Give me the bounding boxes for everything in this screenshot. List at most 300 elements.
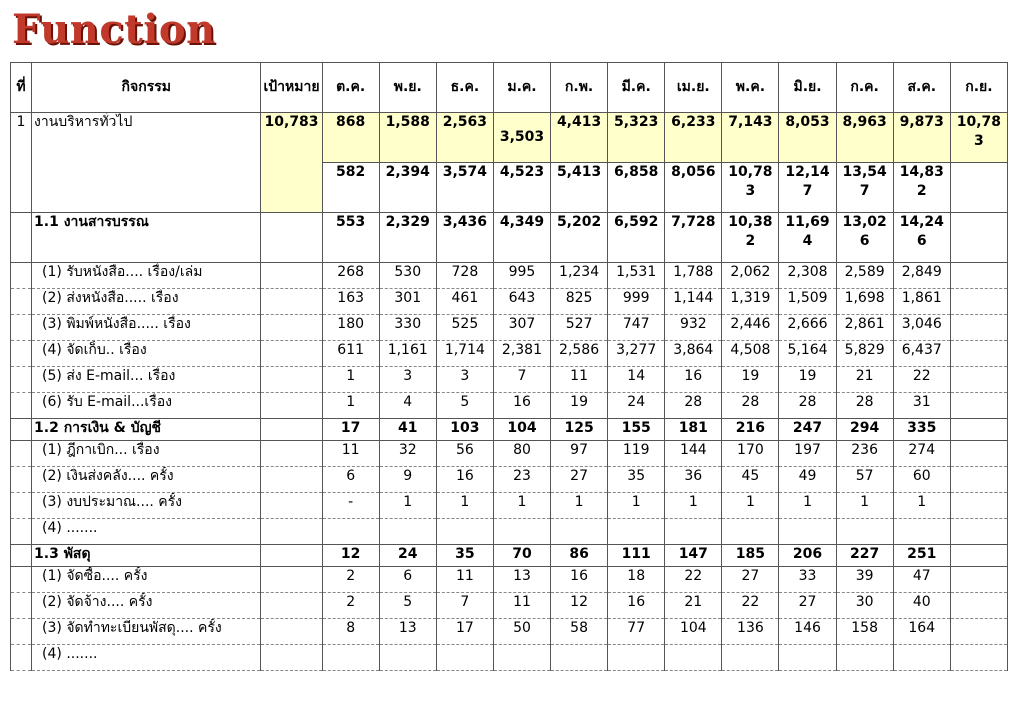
month-value	[551, 519, 608, 545]
table-row	[11, 263, 1008, 289]
activity-label: (6) รับ E-mail...เรื่อง	[32, 393, 261, 419]
month-value	[779, 519, 836, 545]
month-value	[551, 645, 608, 671]
table-row	[11, 593, 1008, 619]
month-value: 251	[893, 545, 950, 567]
month-value	[665, 519, 722, 545]
month-value: 236	[836, 441, 893, 467]
target-value	[261, 545, 322, 567]
target-value	[261, 367, 322, 393]
row-number	[11, 467, 32, 493]
month-value: 19	[722, 367, 779, 393]
activity-label: (2) เงินส่งคลัง.... ครั้ง	[32, 467, 261, 493]
month-value: 24	[608, 393, 665, 419]
target-value	[261, 341, 322, 367]
month-value	[950, 393, 1007, 419]
month-value: 7	[493, 367, 550, 393]
month-value: 268	[322, 263, 379, 289]
col-header-month: ส.ค.	[893, 63, 950, 113]
month-value: 7,728	[665, 213, 722, 263]
month-value: 104	[493, 419, 550, 441]
col-header-month: มิ.ย.	[779, 63, 836, 113]
month-value: 17	[436, 619, 493, 645]
month-value: 32	[379, 441, 436, 467]
plan-row	[11, 113, 1008, 163]
month-value: 5,829	[836, 341, 893, 367]
activity-label: 1.2 การเงิน & บัญชี	[32, 419, 261, 441]
month-value: 2	[322, 593, 379, 619]
month-value: 185	[722, 545, 779, 567]
month-value	[322, 519, 379, 545]
month-value: 119	[608, 441, 665, 467]
month-value: 1,319	[722, 289, 779, 315]
col-header-target: เป้าหมาย	[261, 63, 322, 113]
row-number	[11, 645, 32, 671]
month-value	[950, 493, 1007, 519]
month-value: 14,246	[893, 213, 950, 263]
month-value: 50	[493, 619, 550, 645]
month-value: 47	[893, 567, 950, 593]
activity-label: งานบริหารทั่วไป	[32, 113, 261, 213]
table-row	[11, 289, 1008, 315]
col-header-month: ก.ค.	[836, 63, 893, 113]
month-value	[950, 567, 1007, 593]
month-value: 31	[893, 393, 950, 419]
month-value: 461	[436, 289, 493, 315]
month-value: 2,589	[836, 263, 893, 289]
actual-value: 4,523	[493, 163, 550, 213]
month-value: 11	[436, 567, 493, 593]
actual-value: 12,147	[779, 163, 836, 213]
month-value: 10,382	[722, 213, 779, 263]
month-value: 17	[322, 419, 379, 441]
month-value: 4,349	[493, 213, 550, 263]
month-value: 999	[608, 289, 665, 315]
col-header-month: มี.ค.	[608, 63, 665, 113]
month-value: 227	[836, 545, 893, 567]
month-value: 2,849	[893, 263, 950, 289]
month-value	[950, 519, 1007, 545]
month-value	[950, 645, 1007, 671]
month-value: 28	[779, 393, 836, 419]
month-value	[722, 645, 779, 671]
activity-label: (3) จัดทำทะเบียนพัสดุ.... ครั้ง	[32, 619, 261, 645]
month-value	[379, 519, 436, 545]
month-value: 28	[836, 393, 893, 419]
month-value: 12	[322, 545, 379, 567]
month-value: 27	[551, 467, 608, 493]
month-value: 24	[379, 545, 436, 567]
month-value: 1	[493, 493, 550, 519]
month-value: 1,531	[608, 263, 665, 289]
activity-label: (1) รับหนังสือ.... เรื่อง/เล่ม	[32, 263, 261, 289]
plan-value: 2,563	[436, 113, 493, 163]
month-value: 56	[436, 441, 493, 467]
month-value: 1	[608, 493, 665, 519]
activity-label: (1) จัดซื้อ.... ครั้ง	[32, 567, 261, 593]
month-value: 21	[836, 367, 893, 393]
month-value	[950, 619, 1007, 645]
col-header-month: ธ.ค.	[436, 63, 493, 113]
month-value: 35	[608, 467, 665, 493]
target-value	[261, 393, 322, 419]
month-value: 6	[379, 567, 436, 593]
table-row	[11, 519, 1008, 545]
plan-value: 9,873	[893, 113, 950, 163]
month-value: 181	[665, 419, 722, 441]
table-row	[11, 419, 1008, 441]
target-value	[261, 493, 322, 519]
month-value: 22	[893, 367, 950, 393]
month-value: 1,698	[836, 289, 893, 315]
month-value: 155	[608, 419, 665, 441]
table-row	[11, 567, 1008, 593]
month-value: 30	[836, 593, 893, 619]
month-value: 144	[665, 441, 722, 467]
table-row	[11, 645, 1008, 671]
actual-value: 8,056	[665, 163, 722, 213]
row-number	[11, 519, 32, 545]
plan-value: 8,053	[779, 113, 836, 163]
month-value: 3,046	[893, 315, 950, 341]
target-value	[261, 441, 322, 467]
activity-label: (4) .......	[32, 519, 261, 545]
row-number	[11, 567, 32, 593]
month-value: 45	[722, 467, 779, 493]
month-value: 28	[665, 393, 722, 419]
actual-value: 6,858	[608, 163, 665, 213]
month-value: 111	[608, 545, 665, 567]
month-value: 13	[493, 567, 550, 593]
actual-value: 3,574	[436, 163, 493, 213]
month-value: 11	[322, 441, 379, 467]
month-value	[950, 289, 1007, 315]
table-row	[11, 213, 1008, 263]
month-value: 3,277	[608, 341, 665, 367]
month-value: 216	[722, 419, 779, 441]
month-value: 206	[779, 545, 836, 567]
month-value	[379, 645, 436, 671]
month-value: 12	[551, 593, 608, 619]
month-value: 527	[551, 315, 608, 341]
month-value: 11	[493, 593, 550, 619]
month-value: 1	[836, 493, 893, 519]
month-value: 136	[722, 619, 779, 645]
month-value	[893, 645, 950, 671]
month-value: 2,381	[493, 341, 550, 367]
month-value: 40	[893, 593, 950, 619]
plan-value: 3,503	[493, 113, 550, 163]
month-value: 995	[493, 263, 550, 289]
month-value: 1,234	[551, 263, 608, 289]
month-value: 57	[836, 467, 893, 493]
month-value: 643	[493, 289, 550, 315]
activity-label: (2) จัดจ้าง.... ครั้ง	[32, 593, 261, 619]
col-header-month: ต.ค.	[322, 63, 379, 113]
activity-label: (1) ฎีกาเบิก... เรื่อง	[32, 441, 261, 467]
plan-value: 4,413	[551, 113, 608, 163]
col-header-month: พ.ย.	[379, 63, 436, 113]
month-value: 97	[551, 441, 608, 467]
month-value	[493, 519, 550, 545]
month-value: 1,161	[379, 341, 436, 367]
target-value	[261, 619, 322, 645]
activity-label: 1.3 พัสดุ	[32, 545, 261, 567]
row-number	[11, 419, 32, 441]
month-value	[950, 545, 1007, 567]
month-value: 825	[551, 289, 608, 315]
plan-value: 10,783	[950, 113, 1007, 163]
month-value: 1	[551, 493, 608, 519]
col-header-activity: กิจกรรม	[32, 63, 261, 113]
row-number	[11, 545, 32, 567]
target-value	[261, 315, 322, 341]
target-value	[261, 289, 322, 315]
month-value: 932	[665, 315, 722, 341]
month-value: 728	[436, 263, 493, 289]
month-value: 307	[493, 315, 550, 341]
month-value: 301	[379, 289, 436, 315]
plan-value: 8,963	[836, 113, 893, 163]
month-value	[665, 645, 722, 671]
table-row	[11, 367, 1008, 393]
actual-value: 2,394	[379, 163, 436, 213]
month-value: 553	[322, 213, 379, 263]
actual-value: 13,547	[836, 163, 893, 213]
target-value	[261, 645, 322, 671]
month-value: 197	[779, 441, 836, 467]
month-value: 1	[322, 393, 379, 419]
month-value: 16	[665, 367, 722, 393]
month-value: 103	[436, 419, 493, 441]
month-value: 11,694	[779, 213, 836, 263]
actual-value: 582	[322, 163, 379, 213]
month-value	[950, 315, 1007, 341]
month-value: 58	[551, 619, 608, 645]
target-value	[261, 567, 322, 593]
month-value: 16	[436, 467, 493, 493]
month-value: 1	[379, 493, 436, 519]
activity-table	[10, 62, 1008, 671]
month-value: 2,329	[379, 213, 436, 263]
month-value: 2,308	[779, 263, 836, 289]
month-value: 27	[722, 567, 779, 593]
month-value: 86	[551, 545, 608, 567]
row-number	[11, 341, 32, 367]
month-value	[608, 519, 665, 545]
month-value: 11	[551, 367, 608, 393]
month-value: 274	[893, 441, 950, 467]
activity-label: (2) ส่งหนังสือ..... เรื่อง	[32, 289, 261, 315]
month-value: 294	[836, 419, 893, 441]
month-value: 8	[322, 619, 379, 645]
actual-value	[950, 163, 1007, 213]
col-header-month: พ.ค.	[722, 63, 779, 113]
month-value: 5,164	[779, 341, 836, 367]
month-value: 33	[779, 567, 836, 593]
month-value: 19	[779, 367, 836, 393]
month-value: 1,788	[665, 263, 722, 289]
month-value: 80	[493, 441, 550, 467]
month-value	[322, 645, 379, 671]
col-header-month: ก.ย.	[950, 63, 1007, 113]
month-value: 41	[379, 419, 436, 441]
month-value: 35	[436, 545, 493, 567]
target-value: 10,783	[261, 113, 322, 213]
actual-value: 14,832	[893, 163, 950, 213]
plan-value: 868	[322, 113, 379, 163]
month-value: 163	[322, 289, 379, 315]
month-value: 27	[779, 593, 836, 619]
target-value	[261, 593, 322, 619]
month-value: 335	[893, 419, 950, 441]
month-value: 525	[436, 315, 493, 341]
table-row	[11, 441, 1008, 467]
activity-label: (4) .......	[32, 645, 261, 671]
month-value: 1	[436, 493, 493, 519]
month-value: 164	[893, 619, 950, 645]
col-header-no: ที่	[11, 63, 32, 113]
month-value: 6	[322, 467, 379, 493]
month-value: 19	[551, 393, 608, 419]
row-number	[11, 393, 32, 419]
month-value: 16	[551, 567, 608, 593]
actual-value: 5,413	[551, 163, 608, 213]
table-row	[11, 619, 1008, 645]
month-value: 49	[779, 467, 836, 493]
table-row	[11, 467, 1008, 493]
month-value	[950, 419, 1007, 441]
row-number	[11, 263, 32, 289]
month-value: 611	[322, 341, 379, 367]
target-value	[261, 263, 322, 289]
month-value: 13	[379, 619, 436, 645]
target-value	[261, 519, 322, 545]
month-value: 22	[665, 567, 722, 593]
month-value: 158	[836, 619, 893, 645]
month-value: 1	[722, 493, 779, 519]
activity-label: 1.1 งานสารบรรณ	[32, 213, 261, 263]
month-value: 147	[665, 545, 722, 567]
month-value	[722, 519, 779, 545]
month-value: 3,864	[665, 341, 722, 367]
table-row	[11, 393, 1008, 419]
month-value	[836, 519, 893, 545]
month-value: 7	[436, 593, 493, 619]
month-value	[436, 645, 493, 671]
month-value	[950, 263, 1007, 289]
month-value: 1,714	[436, 341, 493, 367]
month-value: 70	[493, 545, 550, 567]
month-value	[893, 519, 950, 545]
month-value: 6,592	[608, 213, 665, 263]
month-value	[950, 341, 1007, 367]
month-value: 247	[779, 419, 836, 441]
month-value: 36	[665, 467, 722, 493]
month-value: 14	[608, 367, 665, 393]
month-value: 4	[379, 393, 436, 419]
month-value	[436, 519, 493, 545]
activity-label: (5) ส่ง E-mail... เรื่อง	[32, 367, 261, 393]
month-value: 6,437	[893, 341, 950, 367]
month-value: 1,509	[779, 289, 836, 315]
row-number: 1	[11, 113, 32, 213]
month-value: 180	[322, 315, 379, 341]
table-row	[11, 493, 1008, 519]
month-value: 5	[379, 593, 436, 619]
month-value: -	[322, 493, 379, 519]
target-value	[261, 213, 322, 263]
month-value: 2,062	[722, 263, 779, 289]
month-value: 1	[893, 493, 950, 519]
month-value: 146	[779, 619, 836, 645]
month-value: 2	[322, 567, 379, 593]
month-value	[950, 367, 1007, 393]
month-value: 3,436	[436, 213, 493, 263]
month-value: 39	[836, 567, 893, 593]
month-value: 3	[379, 367, 436, 393]
month-value: 2,446	[722, 315, 779, 341]
month-value: 1	[779, 493, 836, 519]
plan-value: 1,588	[379, 113, 436, 163]
month-value	[779, 645, 836, 671]
row-number	[11, 213, 32, 263]
month-value: 2,861	[836, 315, 893, 341]
month-value: 60	[893, 467, 950, 493]
activity-label: (4) จัดเก็บ.. เรื่อง	[32, 341, 261, 367]
month-value: 1	[665, 493, 722, 519]
month-value: 2,586	[551, 341, 608, 367]
month-value: 5,202	[551, 213, 608, 263]
month-value: 4,508	[722, 341, 779, 367]
month-value: 77	[608, 619, 665, 645]
month-value: 747	[608, 315, 665, 341]
month-value: 9	[379, 467, 436, 493]
month-value: 1	[322, 367, 379, 393]
month-value: 1,861	[893, 289, 950, 315]
month-value	[950, 593, 1007, 619]
page-title: Function	[12, 6, 216, 53]
month-value: 18	[608, 567, 665, 593]
col-header-month: ก.พ.	[551, 63, 608, 113]
month-value: 2,666	[779, 315, 836, 341]
month-value	[950, 467, 1007, 493]
row-number	[11, 619, 32, 645]
month-value	[493, 645, 550, 671]
month-value: 28	[722, 393, 779, 419]
plan-value: 5,323	[608, 113, 665, 163]
month-value	[950, 441, 1007, 467]
plan-value: 6,233	[665, 113, 722, 163]
month-value: 530	[379, 263, 436, 289]
month-value: 16	[608, 593, 665, 619]
month-value: 104	[665, 619, 722, 645]
row-number	[11, 493, 32, 519]
month-value	[836, 645, 893, 671]
plan-value: 7,143	[722, 113, 779, 163]
row-number	[11, 441, 32, 467]
target-value	[261, 419, 322, 441]
month-value: 1,144	[665, 289, 722, 315]
month-value	[950, 213, 1007, 263]
activity-label: (3) งบประมาณ.... ครั้ง	[32, 493, 261, 519]
month-value: 23	[493, 467, 550, 493]
month-value: 170	[722, 441, 779, 467]
table-row	[11, 545, 1008, 567]
month-value: 125	[551, 419, 608, 441]
actual-value: 10,783	[722, 163, 779, 213]
row-number	[11, 289, 32, 315]
